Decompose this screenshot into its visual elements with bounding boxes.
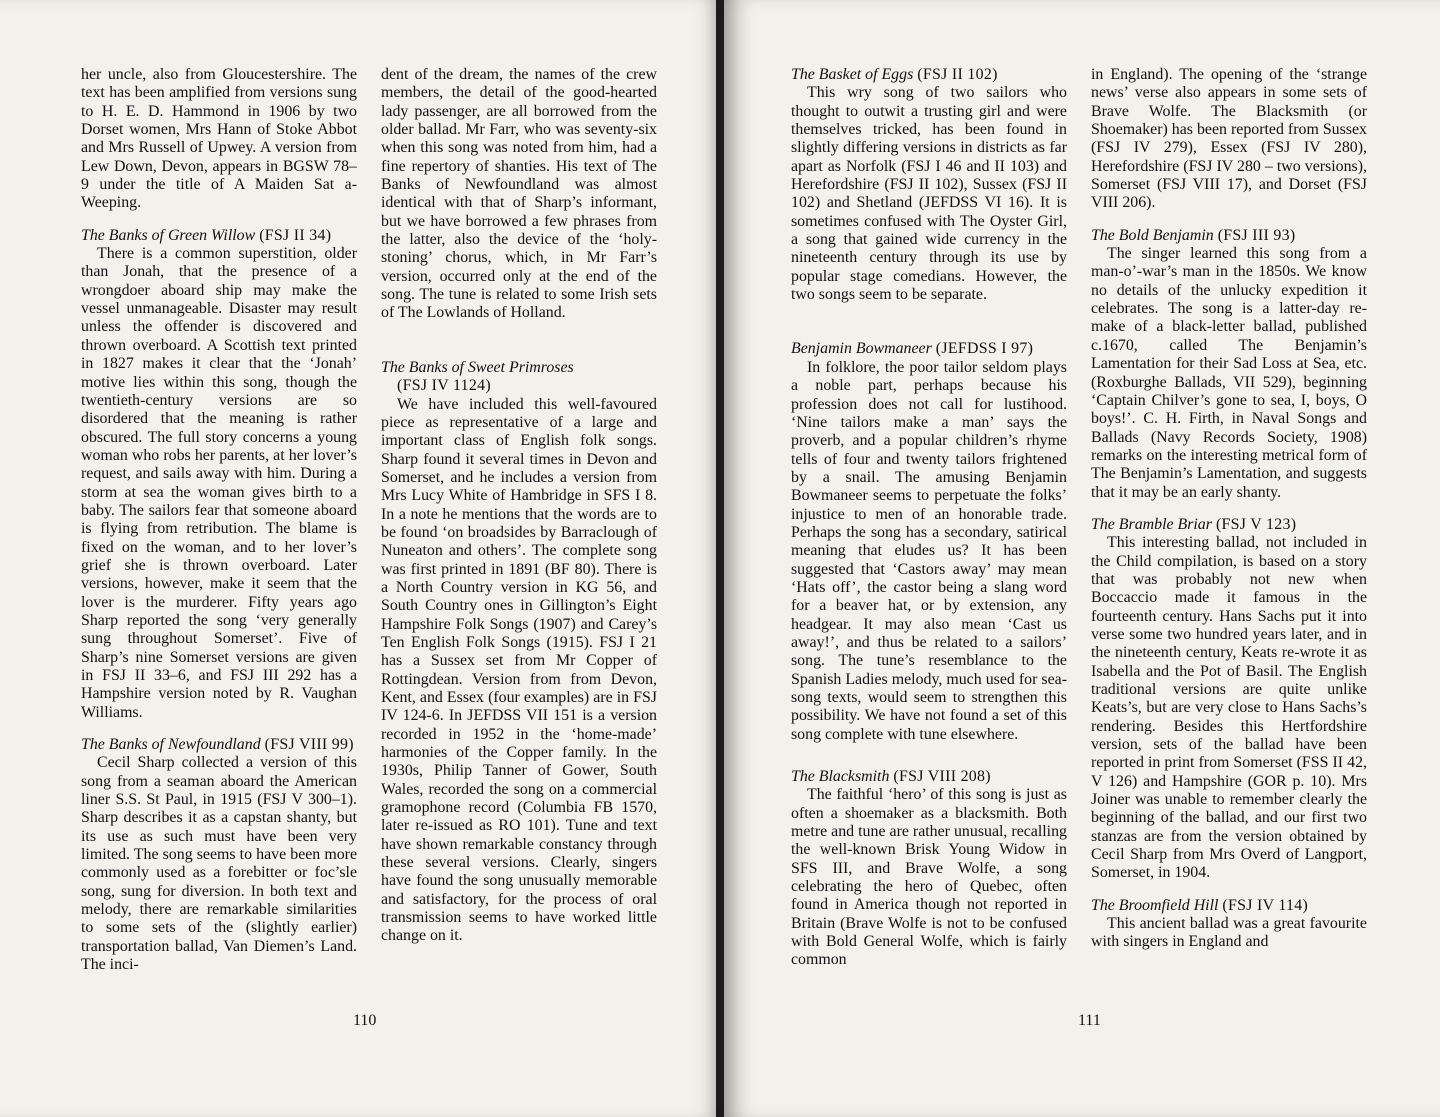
paragraph: This interesting ballad, not included in the Child compilation, is based on a story that was probably not new when Boccaccio made it famous in the fourteenth century. Hans Sachs put it into verse some two hundred years later, and in the nineteenth century, Keats re-wrote it as Isabella and the Pot of Basil. The English traditional versions are quite unlike Keats’s, but are very close to Hans Sachs’s rendering. Besides this Hertfordshire version, sets of the ballad have been reported in print from Somerset (FSS II 42, V 126) and Hampshire (GOR p. 10). Mrs Joiner was unable to remember clearly the beginning of the ballad, and our first two stanzas are from the version obtained by Cecil Sharp from Mrs Overd of Langport, Somerset, in 1904. <box>1091 534 1367 882</box>
song-title: The Banks of Green Willow <box>81 226 256 244</box>
reference: (FSJ III 93) <box>1217 226 1296 244</box>
page-number: 111 <box>1078 1012 1101 1029</box>
section-heading <box>791 768 1067 786</box>
song-title: The Bold Benjamin <box>1091 226 1214 244</box>
reference: (FSJ VIII 208) <box>893 768 991 786</box>
section-heading <box>81 227 357 245</box>
paragraph: We have included this well-favoured piece as representative of a large and important class of English folk songs. Sharp found it several times in Devon and Somerset, and he includes a version from Mrs Lucy White of Hambridge in SFS I 8. In a note he mentions that the words are to be found ‘on broadsides by Barraclough of Nuneaton and others’. The complete song was first printed in 1891 (BF 80). There is a North Country version in KG 56, and South Country ones in Gillington’s Eight Hampshire Folk Songs (1907) and Carey’s Ten English Folk Songs (1915). FSJ I 21 has a Sussex set from Mr Copper of Rottingdean. Version from from Devon, Kent, and Essex (four examples) are in FSJ IV 124-6. In JEFDSS VII 151 is a version recorded in 1952 in the ‘home-made’ harmonies of the Copper family. In the 1930s, Philip Tanner of Gower, South Wales, recorded the song on a commercial gramophone record (Columbia FB 1570, later re-issued as RO 101). Tune and text have shown remarkable constancy through these several versions. Clearly, singers have found the song unusually memorable and satisfactory, for the process of oral transmission seems to have worked little change on it. <box>381 395 657 945</box>
section-heading <box>1091 897 1367 915</box>
left-column-1 <box>81 66 357 975</box>
song-title: The Bramble Briar <box>1091 515 1212 533</box>
paragraph: The faithful ‘hero’ of this song is just as often a shoemaker as a blacksmith. Both metre and tune are rather unusual, recalling the well-known Brisk Young Widow in SFS III, and Brave Wolfe, a song celebrating the hero of Quebec, often found in America though not reported in Britain (Brave Wolfe is not to be confused with Bold General Wolfe, which is fairly common <box>791 786 1067 969</box>
left-column-2 <box>381 66 657 946</box>
paragraph: her uncle, also from Gloucestershire. The text has been amplified from versions sung to H. E. D. Hammond in 1906 by two Dorset women, Mrs Hann of Stoke Abbot and Mrs Russell of Upwey. A version from Lew Down, Devon, appears in BGSW 78–9 under the title of A Maiden Sat a-Weeping. <box>81 66 357 212</box>
paragraph: There is a common superstition, older than Jonah, that the presence of a wrongdoer aboard ship may make the vessel unmanageable. Disaster may result unless the offender is discovered and thrown overboard. A Scottish text printed in 1827 makes it clear that the ‘Jonah’ motive lies within this song, though the twentieth-century versions are so disordered that the meaning is rather obscured. The full story concerns a young woman who robs her parents, at her lover’s request, and sails away with him. During a storm at sea the woman gives birth to a baby. The sailors fear that someone aboard is flying from retribution. The blame is fixed on the woman, and to her lover’s grief she is thrown overboard. Later versions, however, make it seem that the lover is the murderer. Fifty years ago Sharp reported the song ‘very generally sung throughout Somerset’. Five of Sharp’s nine Somerset versions are given in FSJ II 33–6, and FSJ III 292 has a Hampshire version noted by R. Vaughan Williams. <box>81 245 357 721</box>
paragraph: dent of the dream, the names of the crew members, the detail of the good-hearted lady passenger, are all borrowed from the older ballad. Mr Farr, who was seventy-six when this song was noted from him, had a fine repertory of shanties. His text of The Banks of Newfoundland was almost identical with that of Sharp’s informant, but we have borrowed a few phrases from the latter, also the device of the ‘holy-stoning’ chorus, which, in Mr Farr’s version, occurred only at the end of the song. The tune is related to some Irish sets of The Lowlands of Holland. <box>381 66 657 322</box>
reference: (FSJ IV 114) <box>1222 896 1309 914</box>
section-heading <box>1091 516 1367 534</box>
section-heading <box>381 359 657 396</box>
song-title: The Blacksmith <box>791 768 890 786</box>
paragraph: in England). The opening of the ‘strange news’ verse also appears in some sets of Brave Wolfe. The Blacksmith (or Shoemaker) has been reported from Sussex (FSJ IV 279), Essex (FSJ IV 280), Herefordshire (FSJ IV 280 – two versions), Somerset (FSJ VIII 17), and Dorset (FSJ VIII 206). <box>1091 66 1367 212</box>
paragraph: In folklore, the poor tailor seldom plays a noble part, perhaps because his profession does not call for lustihood. ‘Nine tailors make a man’ says the proverb, and a popular children’s rhyme tells of four and twenty tailors frightened by a snail. The amusing Benjamin Bowmaneer seems to perpetuate the folks’ injustice to men of an honorable trade. Perhaps the song has a secondary, satirical meaning that eludes us? It has been suggested that ‘Castors away’ may mean ‘Hats off’, the castor being a slang word for a beaver hat, or by extension, any headgear. It may also mean ‘Cast us away!’, and thus be related to a sailors’ song. The tune’s resemblance to the Spanish Ladies melody, much used for sea-song texts, would seem to strengthen this possibility. We have not found a set of this song complete with tune elsewhere. <box>791 358 1067 743</box>
paragraph: Cecil Sharp collected a version of this song from a seaman aboard the American liner S.S. St Paul, in 1915 (FSJ V 300–1). Sharp describes it as a capstan shanty, but its use as such must have been very limited. The song seems to have been more commonly used as a forebitter or foc’sle song, sung for diversion. In both text and melody, there are remarkable similarities to some sets of the (slightly earlier) transportation ballad, Van Diemen’s Land. The inci- <box>81 754 357 974</box>
section-heading <box>81 736 357 754</box>
right-column-1 <box>791 66 1067 970</box>
paragraph: The singer learned this song from a man-o’-war’s man in the 1850s. We know no details of the unlucky expedition it celebrates. The song is a latter-day re-make of a black-letter ballad, published c.1670, called The Benjamin’s Lamentation for their Sad Loss at Sea, etc. (Roxburghe Ballads, VII 529), beginning ‘Captain Chilver’s gone to sea, I, boys, O boys!’. C. H. Firth, in Naval Songs and Ballads (Navy Records Society, 1908) remarks on the interesting metrical form of The Benjamin’s Lamentation, and suggests that it may be an early shanty. <box>1091 245 1367 501</box>
paragraph: This wry song of two sailors who thought to outwit a trusting girl and were themselves tricked, has been found in slightly differing versions in districts as far apart as Norfolk (FSJ I 46 and II 103) and Herefordshire (FSJ II 102), Sussex (FSJ II 102) and Shetland (JEFDSS VI 16). It is sometimes confused with The Oyster Girl, a song that gained wide currency in the nineteenth century through its use by popular stage comedians. However, the two songs seem to be separate. <box>791 84 1067 304</box>
reference: (FSJ II 34) <box>259 226 332 244</box>
paragraph: This ancient ballad was a great favourite with singers in England and <box>1091 915 1367 951</box>
song-title: The Banks of Sweet Primroses <box>381 358 574 376</box>
song-title: The Basket of Eggs <box>791 66 914 83</box>
song-title: The Broomfield Hill <box>1091 896 1219 914</box>
section-heading <box>791 340 1067 358</box>
song-title: The Banks of Newfoundland <box>81 736 261 754</box>
song-title: Benjamin Bowmaneer <box>791 340 932 358</box>
reference: (FSJ II 102) <box>917 66 998 83</box>
section-heading <box>1091 227 1367 245</box>
reference: (FSJ IV 1124) <box>397 377 491 395</box>
section-heading <box>791 66 1067 84</box>
reference: (FSJ VIII 99) <box>264 736 354 754</box>
right-page <box>724 0 1440 1117</box>
page-number: 110 <box>353 1012 377 1029</box>
right-column-2 <box>1091 66 1367 952</box>
reference: (FSJ V 123) <box>1215 515 1297 533</box>
reference: (JEFDSS I 97) <box>935 340 1034 358</box>
